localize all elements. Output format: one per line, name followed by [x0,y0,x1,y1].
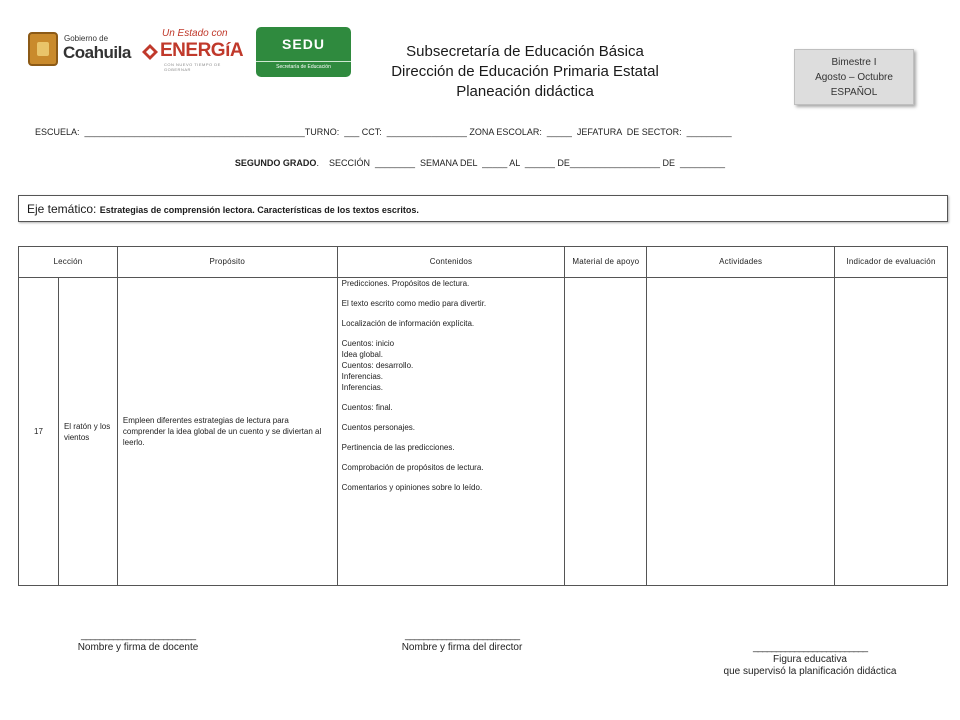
coahuila-logo-small-text: Gobierno de [64,34,109,43]
energia-logo-big-text: ENERGíA [160,40,244,61]
list-item: Cuentos: desarrollo. [341,361,414,370]
header-actividades: Actividades [647,247,835,278]
bimestre-line-3: ESPAÑOL [830,87,878,98]
lesson-contents [337,278,565,586]
document-header [360,42,690,102]
table-row [19,278,948,586]
list-item: Inferencias. [341,372,383,381]
lesson-number: 17 [19,278,59,586]
eje-tematico-box [18,195,948,222]
sedu-logo-divider [256,61,351,62]
header-proposito: Propósito [117,247,337,278]
list-item: Comprobación de propósitos de lectura. [341,463,484,472]
sedu-logo-subtitle: Secretaría de Educación [276,64,331,70]
bimestre-line-1: Bimestre I [831,57,877,68]
list-item: Cuentos: final. [341,403,393,412]
grade-label: SEGUNDO GRADO [234,158,317,168]
header-material: Material de apoyo [565,247,647,278]
planning-table [18,246,948,586]
contents-list [342,278,565,493]
sedu-logo [256,27,351,77]
signature-line: _________________________ [80,630,196,641]
list-spacer [342,453,565,462]
signature-label: Nombre y firma del director [401,642,523,653]
list-item: El texto escrito como medio para divertir. [341,299,487,308]
list-item: Pertinencia de las predicciones. [341,443,455,452]
energia-mark-icon [142,44,158,60]
signature-label: Nombre y firma de docente [77,642,199,653]
header-indicador: Indicador de evaluación [835,247,948,278]
header-line-1: Subsecretaría de Educación Básica [406,43,644,60]
list-item: Idea global. [341,350,384,359]
grade-details: . SECCIÓN ________ SEMANA DEL _____ AL ______ DE__________________ DE _________ [316,158,726,168]
signature-docente [48,630,228,654]
list-spacer [342,433,565,442]
table-header-row [19,247,948,278]
header-line-2: Dirección de Educación Primaria Estatal [391,63,659,80]
coahuila-seal-icon [28,32,58,66]
signature-line: _________________________ [404,630,520,641]
actividades-cell [647,278,835,586]
energia-logo-sub-text: CON NUEVO TIEMPO DE GOBERNAR [164,62,221,72]
eje-text: Estrategias de comprensión lectora. Características de los textos escritos. [99,205,419,215]
header-contenidos: Contenidos [337,247,565,278]
list-spacer [342,329,565,338]
energia-logo [140,28,244,72]
lesson-title: El ratón y los vientos [58,278,117,586]
list-item: Inferencias. [341,383,383,392]
list-spacer [342,289,565,298]
bimestre-line-2: Agosto – Octubre [815,72,893,83]
list-spacer [342,393,565,402]
signature-label-2: que supervisó la planificación didáctica [723,666,897,677]
coahuila-logo-big-text: Coahuila [63,43,131,62]
list-item: Cuentos: inicio [341,339,395,348]
header-line-3: Planeación didáctica [456,83,594,100]
list-item: Comentarios y opiniones sobre lo leído. [341,483,483,492]
list-spacer [342,413,565,422]
lesson-purpose: Empleen diferentes estrategias de lectura para comprender la idea global de un cuento y se diviertan al leerlo. [117,278,337,586]
coahuila-logo [28,32,130,70]
bimestre-box [794,49,914,105]
list-item: Cuentos personajes. [341,423,416,432]
list-spacer [342,309,565,318]
list-item: Predicciones. Propósitos de lectura. [341,279,470,288]
sedu-logo-title: SEDU [282,36,325,52]
material-cell [565,278,647,586]
list-item: Localización de información explícita. [341,319,475,328]
signature-line: _________________________ [752,642,868,653]
energia-logo-top-text: Un Estado con [162,28,228,39]
header-leccion: Lección [19,247,118,278]
signature-director [372,630,552,654]
grade-info-line [0,158,960,168]
school-info-line: ESCUELA: ____________________________________________TURNO: ___ CCT: ________________ ZONA ESCOLAR: _____ JEFATURA DE SECTOR: _________ [35,127,732,137]
list-spacer [342,473,565,482]
signature-figura [690,642,930,678]
signature-label: Figura educativa [773,654,847,665]
indicador-cell [835,278,948,586]
eje-label: Eje temático: [27,202,100,216]
